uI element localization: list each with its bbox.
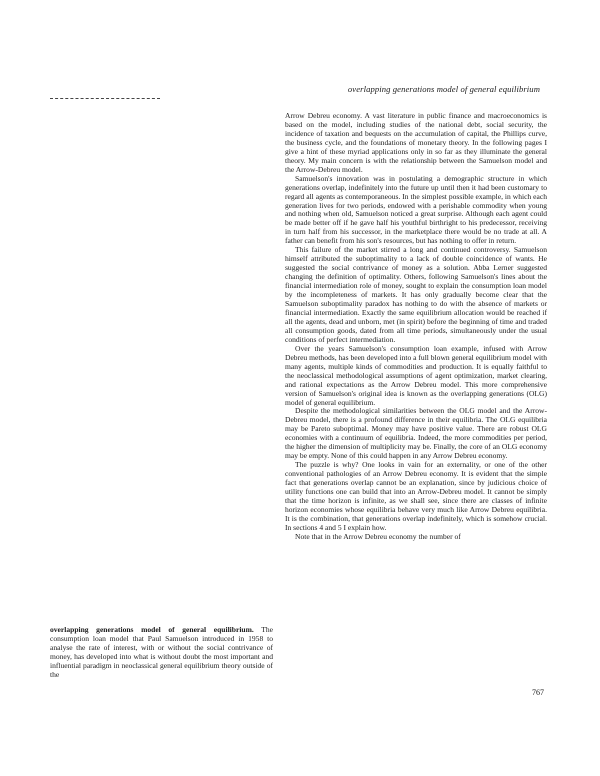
running-head: overlapping generations model of general equilibrium <box>347 84 540 94</box>
paragraph-3: This failure of the market stirred a long and continued controversy. Samuelson himself attributed the suboptimality to a lack of double coincidence of wants. He suggested the social contrivance of money as a solution. Abba Lerner suggested changing the definition of optimality. Others, following Samuelson's lines about the financial intermediation role of money, sought to explain the consumption loan model by the incompleteness of markets. It has only gradually become clear that the Samuelson suboptimality paradox has nothing to do with the absence of markets or financial intermediation. Exactly the same equilibrium allocation would be reached if all the agents, dead and unborn, met (in spirit) before the beginning of time and traded all consumption goods, dated from all time periods, simultaneously under the usual conditions of perfect intermediation. <box>285 245 547 344</box>
page-number: 767 <box>532 688 544 697</box>
header-rule <box>50 98 160 99</box>
paragraph-6: The puzzle is why? One looks in vain for an externality, or one of the other conventional pathologies of an Arrow Debreu economy. It is evident that the simple fact that generations overlap cannot be an explanation, since by judicious choice of utility functions one can build that into an Arrow-Debreu model. It cannot be simply that the time horizon is infinite, as we shall see, since there are classes of infinite horizon economies whose equilibria behave very much like Arrow Debreu equilibria. It is the combination, that generations overlap indefinitely, which is somehow crucial. In sections 4 and 5 I explain how. <box>285 460 547 532</box>
paragraph-4: Over the years Samuelson's consumption loan example, infused with Arrow Debreu methods, has been developed into a full blown general equilibrium model with many agents, multiple kinds of commodities and production. It is equally faithful to the neoclassical methodological assumptions of agent optimization, market clearing, and rational expectations as the Arrow Debreu model. This more comprehensive version of Samuelson's original idea is known as the overlapping generations (OLG) model of general equilibrium. <box>285 343 547 407</box>
entry-start-text: The consumption loan model that Paul Samuelson introduced in 1958 to analyse the rate of interest, with or without the social contrivance of money, has developed into what is without doubt the most important and influential paradigm in neoclassical general equilibrium theory outside of the <box>50 625 273 679</box>
entry-start-paragraph <box>50 626 273 680</box>
paragraph-1: Arrow Debreu economy. A vast literature in public finance and macroeconomics is based on the model, including studies of the national debt, social security, the incidence of taxation and bequests on the accumulation of capital, the Phillips curve, the business cycle, and the foundations of monetary theory. In the following pages I give a hint of these myriad applications only in so far as they illuminate the general theory. My main concern is with the relationship between the Samuelson model and the Arrow-Debreu model. <box>285 111 547 174</box>
paragraph-7: Note that in the Arrow Debreu economy the number of <box>295 531 461 541</box>
paragraph-5: Despite the methodological similarities between the OLG model and the Arrow-Debreu model, there is a profound difference in their equilibria. The OLG equilibria may be Pareto suboptimal. Money may have positive value. There are robust OLG economies with a continuum of equilibria. Indeed, the more commodities per period, the higher the dimension of multiplicity may be. Finally, the core of an OLG economy may be empty. None of this could happen in any Arrow Debreu economy. <box>285 406 547 461</box>
right-column <box>285 112 547 542</box>
left-column <box>50 626 273 680</box>
paragraph-2: Samuelson's innovation was in postulating a demographic structure in which generations overlap, indefinitely into the future up until then it had been customary to regard all agents as contemporaneous. In the simplest possible example, in which each generation lives for two periods, endowed with a perishable commodity when young and nothing when old, Samuelson noticed a great surprise. Although each agent could be made better off if he gave half his youthful birthright to his predecessor, receiving in turn half from his successor, in the marketplace there would be no trade at all. A father can benefit from his son's resources, but has nothing to offer in return. <box>285 173 547 246</box>
entry-headword: overlapping generations model of general equilibrium. <box>50 625 254 634</box>
